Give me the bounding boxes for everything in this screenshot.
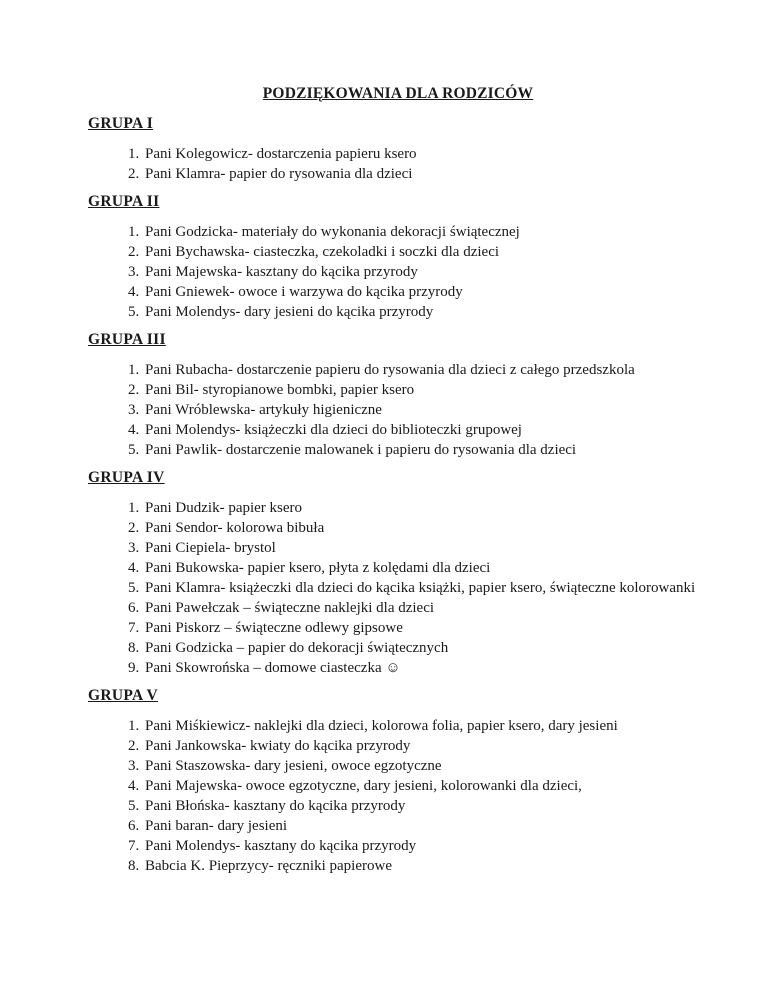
list-item: 5. Pani Błońska- kasztany do kącika przyrody (143, 796, 708, 816)
group-heading: GRUPA III (88, 331, 166, 348)
document-body (88, 114, 708, 876)
list-item: 2. Pani Bil- styropianowe bombki, papier ksero (143, 380, 708, 400)
list-item: 7. Pani Piskorz – świąteczne odlewy gipsowe (143, 618, 708, 638)
list-item: 2. Pani Jankowska- kwiaty do kącika przyrody (143, 736, 708, 756)
list-item: 8. Babcia K. Pieprzycy- ręczniki papierowe (143, 856, 708, 876)
group-list (88, 360, 708, 460)
list-item: 2. Pani Klamra- papier do rysowania dla dzieci (143, 164, 708, 184)
list-item: 1. Pani Miśkiewicz- naklejki dla dzieci, kolorowa folia, papier ksero, dary jesieni (143, 716, 708, 736)
list-item: 3. Pani Staszowska- dary jesieni, owoce egzotyczne (143, 756, 708, 776)
list-item: 3. Pani Wróblewska- artykuły higieniczne (143, 400, 708, 420)
group-section (88, 468, 708, 678)
list-item: 4. Pani Majewska- owoce egzotyczne, dary jesieni, kolorowanki dla dzieci, (143, 776, 708, 796)
group-list (88, 222, 708, 322)
list-item: 2. Pani Sendor- kolorowa bibuła (143, 518, 708, 538)
list-item: 1. Pani Godzicka- materiały do wykonania dekoracji świątecznej (143, 222, 708, 242)
group-section (88, 114, 708, 184)
list-item: 5. Pani Pawlik- dostarczenie malowanek i papieru do rysowania dla dzieci (143, 440, 708, 460)
list-item: 3. Pani Majewska- kasztany do kącika przyrody (143, 262, 708, 282)
group-section (88, 686, 708, 876)
list-item: 5. Pani Klamra- książeczki dla dzieci do kącika książki, papier ksero, świąteczne kolorowanki (143, 578, 708, 598)
list-item: 1. Pani Kolegowicz- dostarczenia papieru ksero (143, 144, 708, 164)
group-section (88, 330, 708, 460)
list-item: 6. Pani Pawełczak – świąteczne naklejki dla dzieci (143, 598, 708, 618)
list-item: 6. Pani baran- dary jesieni (143, 816, 708, 836)
list-item: 5. Pani Molendys- dary jesieni do kącika przyrody (143, 302, 708, 322)
list-item: 2. Pani Bychawska- ciasteczka, czekoladki i soczki dla dzieci (143, 242, 708, 262)
document-title: PODZIĘKOWANIA DLA RODZICÓW (262, 85, 534, 102)
group-list (88, 716, 708, 876)
list-item: 7. Pani Molendys- kasztany do kącika przyrody (143, 836, 708, 856)
group-heading: GRUPA IV (88, 469, 165, 486)
group-heading: GRUPA V (88, 687, 158, 704)
list-item: 4. Pani Bukowska- papier ksero, płyta z kolędami dla dzieci (143, 558, 708, 578)
group-list (88, 498, 708, 678)
group-heading: GRUPA I (88, 115, 154, 132)
group-section (88, 192, 708, 322)
group-heading: GRUPA II (88, 193, 160, 210)
list-item: 9. Pani Skowrońska – domowe ciasteczka ☺ (143, 658, 708, 678)
list-item: 3. Pani Ciepiela- brystol (143, 538, 708, 558)
list-item: 4. Pani Gniewek- owoce i warzywa do kącika przyrody (143, 282, 708, 302)
list-item: 1. Pani Rubacha- dostarczenie papieru do rysowania dla dzieci z całego przedszkola (143, 360, 708, 380)
list-item: 1. Pani Dudzik- papier ksero (143, 498, 708, 518)
list-item: 4. Pani Molendys- książeczki dla dzieci do biblioteczki grupowej (143, 420, 708, 440)
list-item: 8. Pani Godzicka – papier do dekoracji świątecznych (143, 638, 708, 658)
group-list (88, 144, 708, 184)
